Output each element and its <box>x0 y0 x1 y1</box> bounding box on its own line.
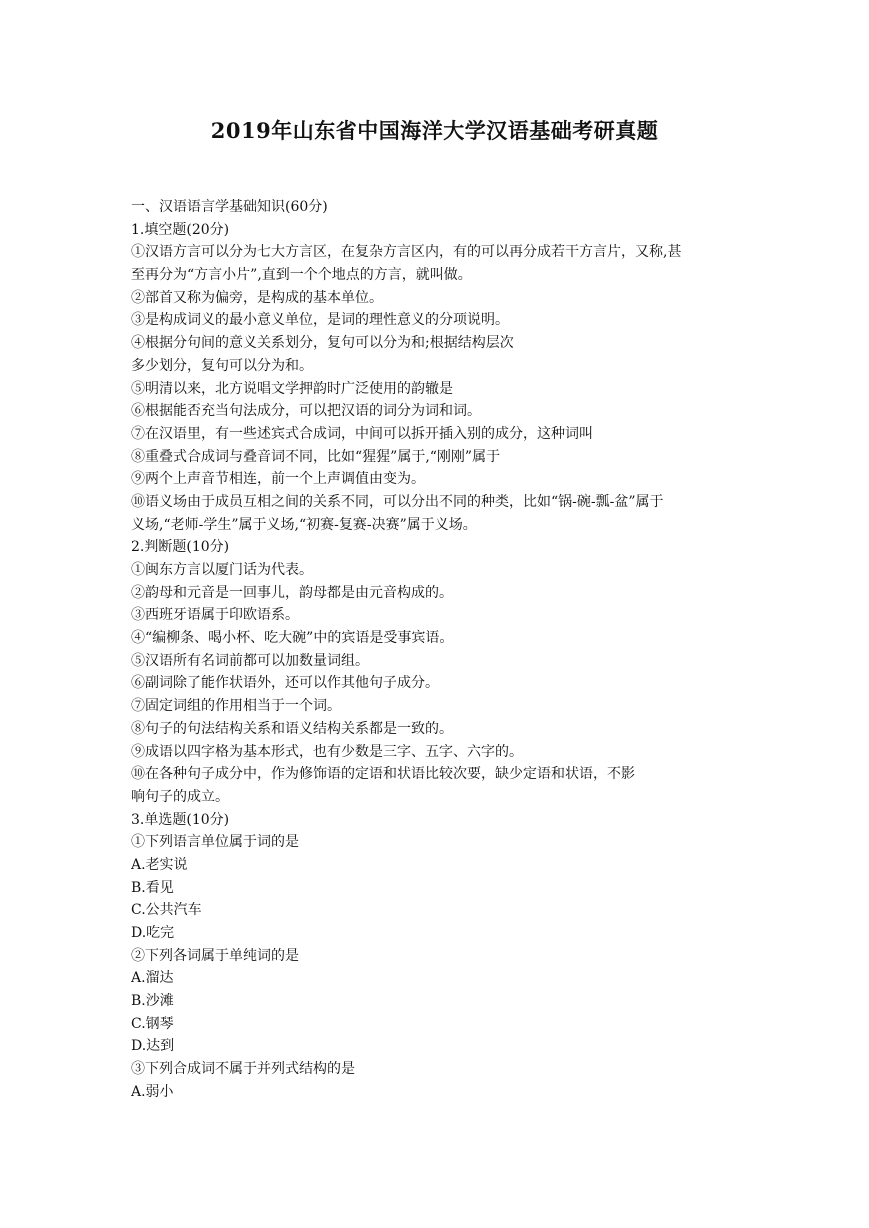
text-line: ⑧重叠式合成词与叠音词不同，比如“猩猩”属于,“刚刚”属于 <box>131 448 501 465</box>
text-line: ⑧句子的句法结构关系和语义结构关系都是一致的。 <box>131 720 453 737</box>
text-line: ③西班牙语属于印欧语系。 <box>131 607 299 624</box>
text-line: ①下列语言单位属于词的是 <box>131 834 299 851</box>
text-line: 一、汉语语言学基础知识(60分) <box>131 199 328 215</box>
text-line: A.溜达 <box>131 970 174 987</box>
text-line: ③是构成词义的最小意义单位，是词的理性意义的分项说明。 <box>131 312 509 329</box>
text-line: ④“编柳条、喝小杯、吃大碗”中的宾语是受事宾语。 <box>131 630 454 647</box>
text-line: ②部首又称为偏旁，是构成的基本单位。 <box>131 289 383 306</box>
text-line: 2.判断题(10分) <box>131 539 230 556</box>
text-line: C.钢琴 <box>131 1015 174 1032</box>
text-line: ⑤汉语所有名词前都可以加数量词组。 <box>131 652 369 669</box>
text-line: ⑤明清以来，北方说唱文学押韵时广泛使用的韵辙是 <box>131 380 453 397</box>
text-line: ⑦在汉语里，有一些述宾式合成词，中间可以拆开插入别的成分，这种词叫 <box>131 425 593 442</box>
text-line: ⑥副词除了能作状语外，还可以作其他句子成分。 <box>131 675 439 692</box>
text-line: ⑨成语以四字格为基本形式，也有少数是三字、五字、六字的。 <box>131 743 523 760</box>
text-line: 1.填空题(20分) <box>131 221 230 238</box>
text-line: 3.单选题(10分) <box>131 811 230 828</box>
text-line: B.沙滩 <box>131 993 174 1010</box>
text-line: B.看见 <box>131 879 174 896</box>
text-line: ①汉语方言可以分为七大方言区，在复杂方言区内，有的可以再分成若干方言片，又称,甚 <box>131 244 682 261</box>
text-line: ①闽东方言以厦门话为代表。 <box>131 562 313 578</box>
document-body <box>131 196 743 1104</box>
text-line: C.公共汽车 <box>131 902 202 919</box>
text-line: 响句子的成立。 <box>131 788 229 805</box>
text-line: ②下列各词属于单纯词的是 <box>131 947 299 964</box>
text-line: 义场,“老师-学生”属于义场,“初赛-复赛-决赛”属于义场。 <box>131 516 477 533</box>
text-line: ⑥根据能否充当句法成分，可以把汉语的词分为词和词。 <box>131 403 481 420</box>
text-line: D.达到 <box>131 1038 175 1055</box>
text-line: 多少划分，复句可以分为和。 <box>131 357 313 374</box>
text-line: ⑩在各种句子成分中，作为修饰语的定语和状语比较次要，缺少定语和状语，不影 <box>131 766 635 783</box>
text-line: D.吃完 <box>131 925 175 941</box>
text-line: ②韵母和元音是一回事儿，韵母都是由元音构成的。 <box>131 584 453 601</box>
document-title: 2019年山东省中国海洋大学汉语基础考研真题 <box>210 118 659 143</box>
text-line: ⑨两个上声音节相连，前一个上声调值由变为。 <box>131 471 425 488</box>
text-line: A.老实说 <box>131 856 188 873</box>
text-line: ⑦固定词组的作用相当于一个词。 <box>131 698 341 715</box>
text-line: 至再分为“方言小片”,直到一个个地点的方言，就叫做。 <box>131 267 472 284</box>
text-line: ④根据分句间的意义关系划分，复句可以分为和;根据结构层次 <box>131 335 514 352</box>
text-line: ③下列合成词不属于并列式结构的是 <box>131 1061 355 1078</box>
text-line: ⑩语义场由于成员互相之间的关系不同，可以分出不同的种类，比如“锅-碗-瓢-盆”属于 <box>131 493 664 510</box>
text-line: A.弱小 <box>131 1083 174 1100</box>
